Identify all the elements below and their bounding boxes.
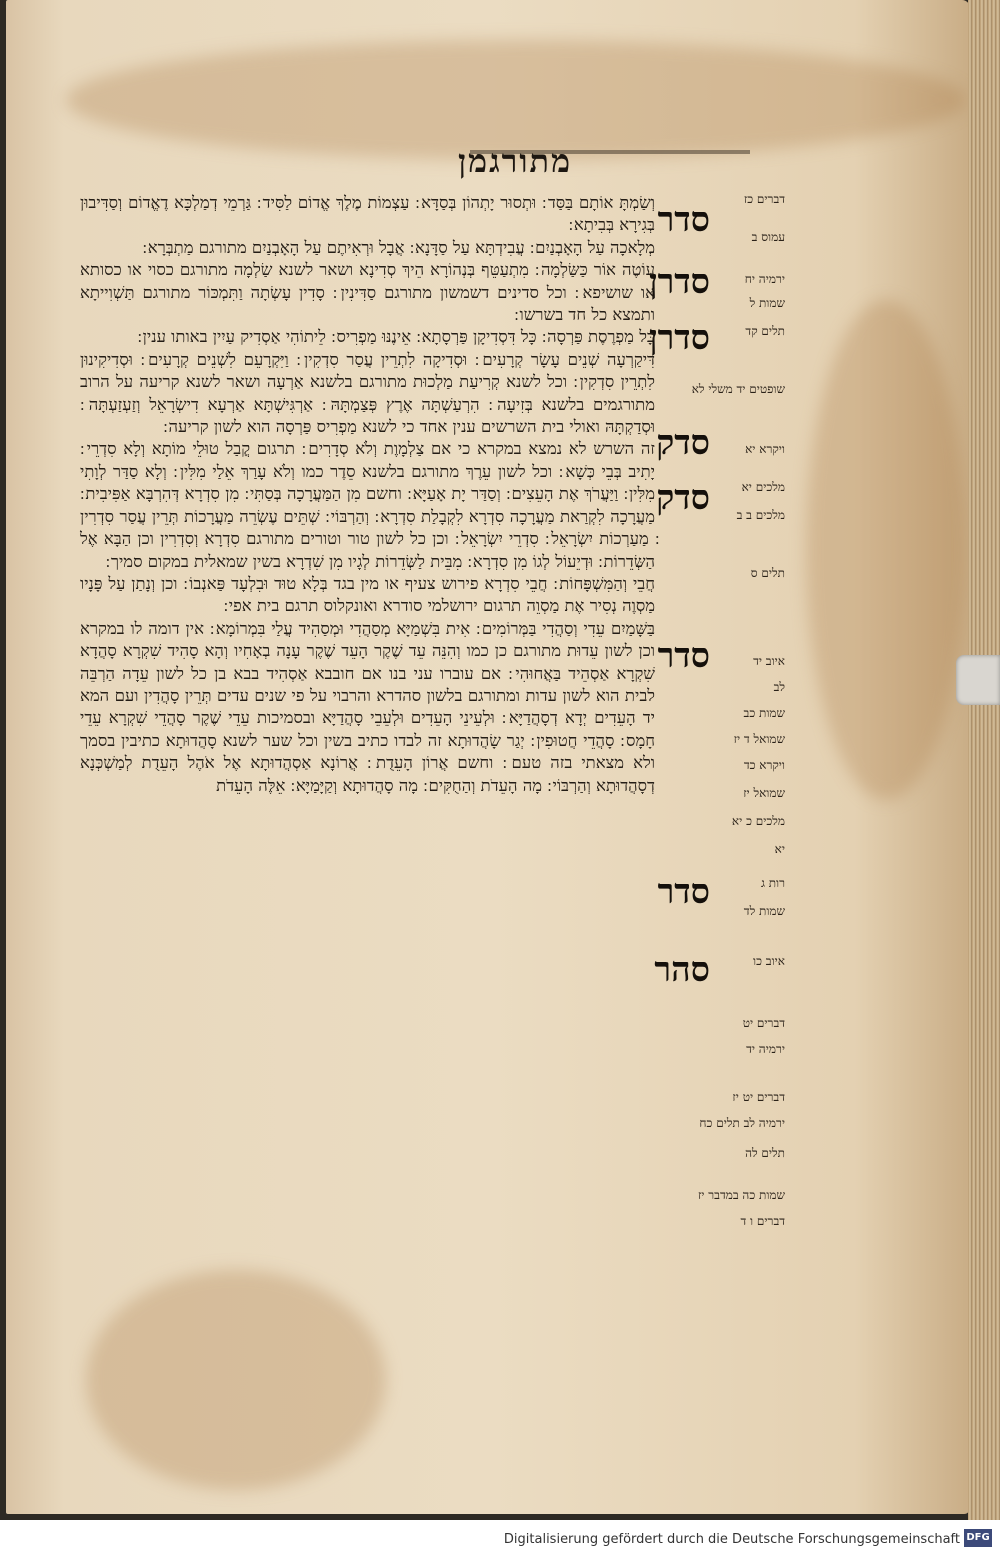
margin-reference: דברים ו ד [740, 1214, 785, 1228]
body-paragraph: בַּשָּׁמַיִם עֵדִי וְסַהֲדִי בַּמְּרוֹמִים ׃ אִית בִּשְׁמַיָּא מְסַהֲדִי וּמְסַהִיד עֲלַי בִּמְרוֹמָא ׃ אין דומה לו במקרא וכן לשון עֵדוּת מתורגם כן כמו וְהִנֵּה עֵד שֶׁקֶר הָעֵד שֶׁקֶר עָנָה בְאָחִיו וְהָא סָהִיד שִׁקְרָא סָהֲדָא שִׁקְרָא אַסְהֵיד בַּאֲחוּהִי ׃ אם עוברו עני בנו אם חובבא אַסְהִיד בבא בן כל לשון עֵדָה הַרְבֵּה לבית הוא לשון עדות ומתורגם בלשון סהדרא והרבוי על פי שנים עדים תְּרֵין סָהֲדִין ועם המא יד הָעֵדִים יְדָא דְסָהֲדַיָּא ׃ וּלְעֵינֵי הָעֵדִים וּלְעֵבֵי סָהֲדַיָּא ובסמיכות עֵדֵי שֶׁקֶר סָהֲדֵי שִׁקְרָא עֵדֵי חָמָס ׃ סָהֲדֵי חֲטוּפִין ׃ יְגַר שָׂהֲדוּתָא זה לבדו כתיב בשין וכל שער לשנא סָהֲדוּתָא כתיבין בסמך ולא מצאתי בזה טעם ׃ וחשם אֲרוֹן הָעֵדֻת ׃ אֲרוֹנָא אַסְהֲדוּתָא אֶל אֹהֶל הָעֵדֻת לְמַשְׁכְּנָא דְסָהֲדוּתָא וְהַרְבּוֹי ׃ מָה הָעֵדֹת וְהַחֻקִּים ׃ מָה סָהֲדוּתָא וְקַיָּמַיָּא ׃ אֵלֶּה הָעֵדֹת [80, 618, 655, 795]
margin-reference: לב [773, 680, 785, 694]
entry-headword: סדר [657, 636, 710, 676]
body-paragraph: חֲבֵי וְהַמִּשְׁפָּחוֹת ׃ חֲבֵי סִדְרָא פירוש צעיף או מין בגד בְּלָא טוּד וּבִלְעָד פַּאנְבוֹ ׃ וכן וְנָתַן עַל פָּנָיו מַסְוֶה נְסִיר אֶת מַסְוֵה תרגום ירושלמי סודרא ואונקלוס תרגם בית אפי ׃ [80, 573, 655, 616]
book-page-edges [968, 0, 1000, 1520]
water-stain-bottom-left [86, 1270, 386, 1490]
margin-reference: שופטים יד משלי לא [691, 382, 785, 396]
margin-reference: יא [774, 842, 785, 856]
margin-reference: שמות ל [749, 296, 785, 310]
margin-reference: מלכים ב ב [736, 508, 785, 522]
margin-reference: ירמיה יד [746, 1042, 785, 1056]
margin-reference: תלים ס [750, 566, 785, 580]
margin-reference: תלים קד [745, 324, 785, 338]
margin-reference: איוב יד [753, 654, 785, 668]
margin-reference: שמות לד [743, 904, 785, 918]
book-clip-tab [956, 655, 1000, 705]
body-paragraph: דִּיקַרְעָה שְׁנֵים עָשָׂר קְרָעִים ׃ וּסְדִיקָה לִתְרֵין עֲסַר סִדְקִין ׃ וַיִּקְרָעֵם לִשְׁנֵים קְרָעִים ׃ וּסְדִיקִינוּן לִתְרֵין סִדְקִין ׃ וכל לשנא קְרִיעַת מַלְכוּת מתורגם בלשנא אַרְעָה ושאר לשנא קריעה על הרוב מתורגמים בלשנא בְּזִיעָה ׃ הִרְעַשְׁתָּה אֶרֶץ פְּצַמְתָּהּ ׃ אַרְגִּישְׁתָּא אַרְעָא דִישְׂרָאֵל וְזַעְזַעְתָּה ׃ וּסְדַקְתָּהּ ואולי בית השרשים ענין אחד כי לשנא מַפְרִיס פַּרְסָה הוא לשון קריעה ׃ [80, 349, 655, 437]
margin-reference: תלים לה [745, 1146, 785, 1160]
body-paragraph: זה השרש לא נמצא במקרא כי אם צַלְמָוֶת וְלֹא סְדָרִים ׃ תרגום קֳבַל טוּלֵי מוֹתָא וְלָא סִדְרֵי ׃ יָתִיב בְּבֵי כְּשָׁא ׃ וכל לשון עֵרֶךְ מתורגם בלשנא סֵדֶר כמו וְלֹא עָרַךְ אֵלַי מִלִּין ׃ וְלָא סַדַּר לְוָתִי מִלִּין ׃ וַיַּעֲרֹךְ אֶת הָעֵצִים ׃ וְסַדַּר יָת אָעַיָּא ׃ וחשם מִן הַמַּעֲרָכָה בְּסַתִּי ׃ מִן סִדְרָא דְּהִרְבָּא אַפִּיבִית ׃ מַעֲרָכָה לִקְרַאת מַעֲרָכָה סִדְרָא לִקְבָלַת סִדְרָא ׃ וְהַרְבּוֹי ׃ שְׁתֵּים עֶשְׂרֵה מַעֲרָכוֹת תְּרֵין עֲסַר סִדְרִין ׃ מַעַרְכוֹת יִשְׂרָאֵל ׃ סִדְרֵי יִשְׂרָאֵל ׃ וכן כל לשון טור וטורים מתורגם סִדְרָא וְסִדְרִין וכן הַבָּא אֶל הַשְּׂדֵרוֹת ׃ וּדְיֵעוֹל לְגוֹ מִן סִדְרָא ׃ מִבֵּית לַשְּׂדֵרוֹת לְגָיו מִן שִׁדְרָא בשין שמאלית במקום סמיך ׃ [80, 439, 655, 571]
margin-reference: ויקרא יא [745, 442, 785, 456]
entry-headword: סדר [657, 872, 710, 912]
margin-reference: שמואל ד יז [733, 732, 785, 746]
margin-reference: שמואל יז [743, 786, 785, 800]
body-paragraph: מְלָאכָה עַל הָאָבְנַיִם ׃ עֲבִידְתָּא עַל סַדָּנָא ׃ אֲבָל וּרְאִיתֶם עַל הָאָבְנַיִם מתורגם מַתְבְּרָא ׃ [142, 237, 655, 257]
body-paragraph: וְשַׂמְתָּ אוֹתָם בַּסַּד ׃ וּתְסוּר יָתְהוֹן בְּסַדָּא ׃ עַצְמוֹת מֶלֶךְ אֱדוֹם לַסִּיד ׃ גַּרְמֵי דְמַלְכָּא דֶאֱדוֹם וְסַדִּיבוּן בְּגִירָא בְּבִיתָא ׃ [80, 193, 655, 235]
body-paragraph: עוֹטֶה אוֹר כַּשַּׂלְמָה ׃ מִתְעַטֵּף בְּנְהוֹרָא הֵיךְ סְדִינָא ושאר לשנא שַׂלְמָה מתורגם כסוי או כסותא או שושיפא ׃ וכל סדינים דשמשון מתורגם סַדִּינִין ׃ סָדִין עָשְׂתָה וַתִּמְכּוֹר מתורגם תַּשְׁוִייתָא ותמצא כל חד בשרשו ׃ [80, 260, 655, 325]
margin-reference: שמות כב [743, 706, 785, 720]
margin-reference: ירמיה לב תלים כח [699, 1116, 785, 1130]
margin-reference: עמוס ב [751, 230, 785, 244]
entry-headword: סדרן [648, 262, 710, 302]
margin-reference: דברים כז [743, 192, 785, 206]
page-title: מתורגמן [457, 142, 573, 180]
margin-reference: דברים יט יז [732, 1090, 785, 1104]
body-paragraph: כָּל מַפְרֶסֶת פַּרְסָה ׃ כָּל דִּסְדִיקָן פַּרְסָתָא ׃ אֵינֶנּוּ מַפְרִיס ׃ לֵיתוֹהִי אַסְדִיק עַיִין באותו ענין ׃ [137, 327, 655, 347]
water-stain-right [806, 300, 966, 800]
dfg-logo: DFG [964, 1529, 992, 1547]
entry-headword: סהר [654, 950, 710, 990]
margin-reference: ירמיה יח [744, 272, 785, 286]
margin-reference: מלכים כ יא [731, 814, 785, 828]
entry-headword: סדר [657, 200, 710, 240]
margin-reference: איוב כו [753, 954, 785, 968]
entry-headword: סדרן [648, 318, 710, 358]
margin-reference: מלכים יא [741, 480, 785, 494]
margin-reference: ויקרא כד [743, 758, 785, 772]
footer-credit: Digitalisierung gefördert durch die Deutsche Forschungsgemeinschaft [503, 1532, 960, 1547]
margin-reference: שמות כה במדבר יז [697, 1188, 785, 1202]
margin-reference: דברים יט [742, 1016, 785, 1030]
entry-headword: סדק [656, 423, 710, 463]
footer-bar [0, 1520, 1000, 1555]
entry-headword: סדק [656, 478, 710, 518]
margin-reference: רות ג [760, 876, 785, 890]
body-text [80, 192, 655, 797]
